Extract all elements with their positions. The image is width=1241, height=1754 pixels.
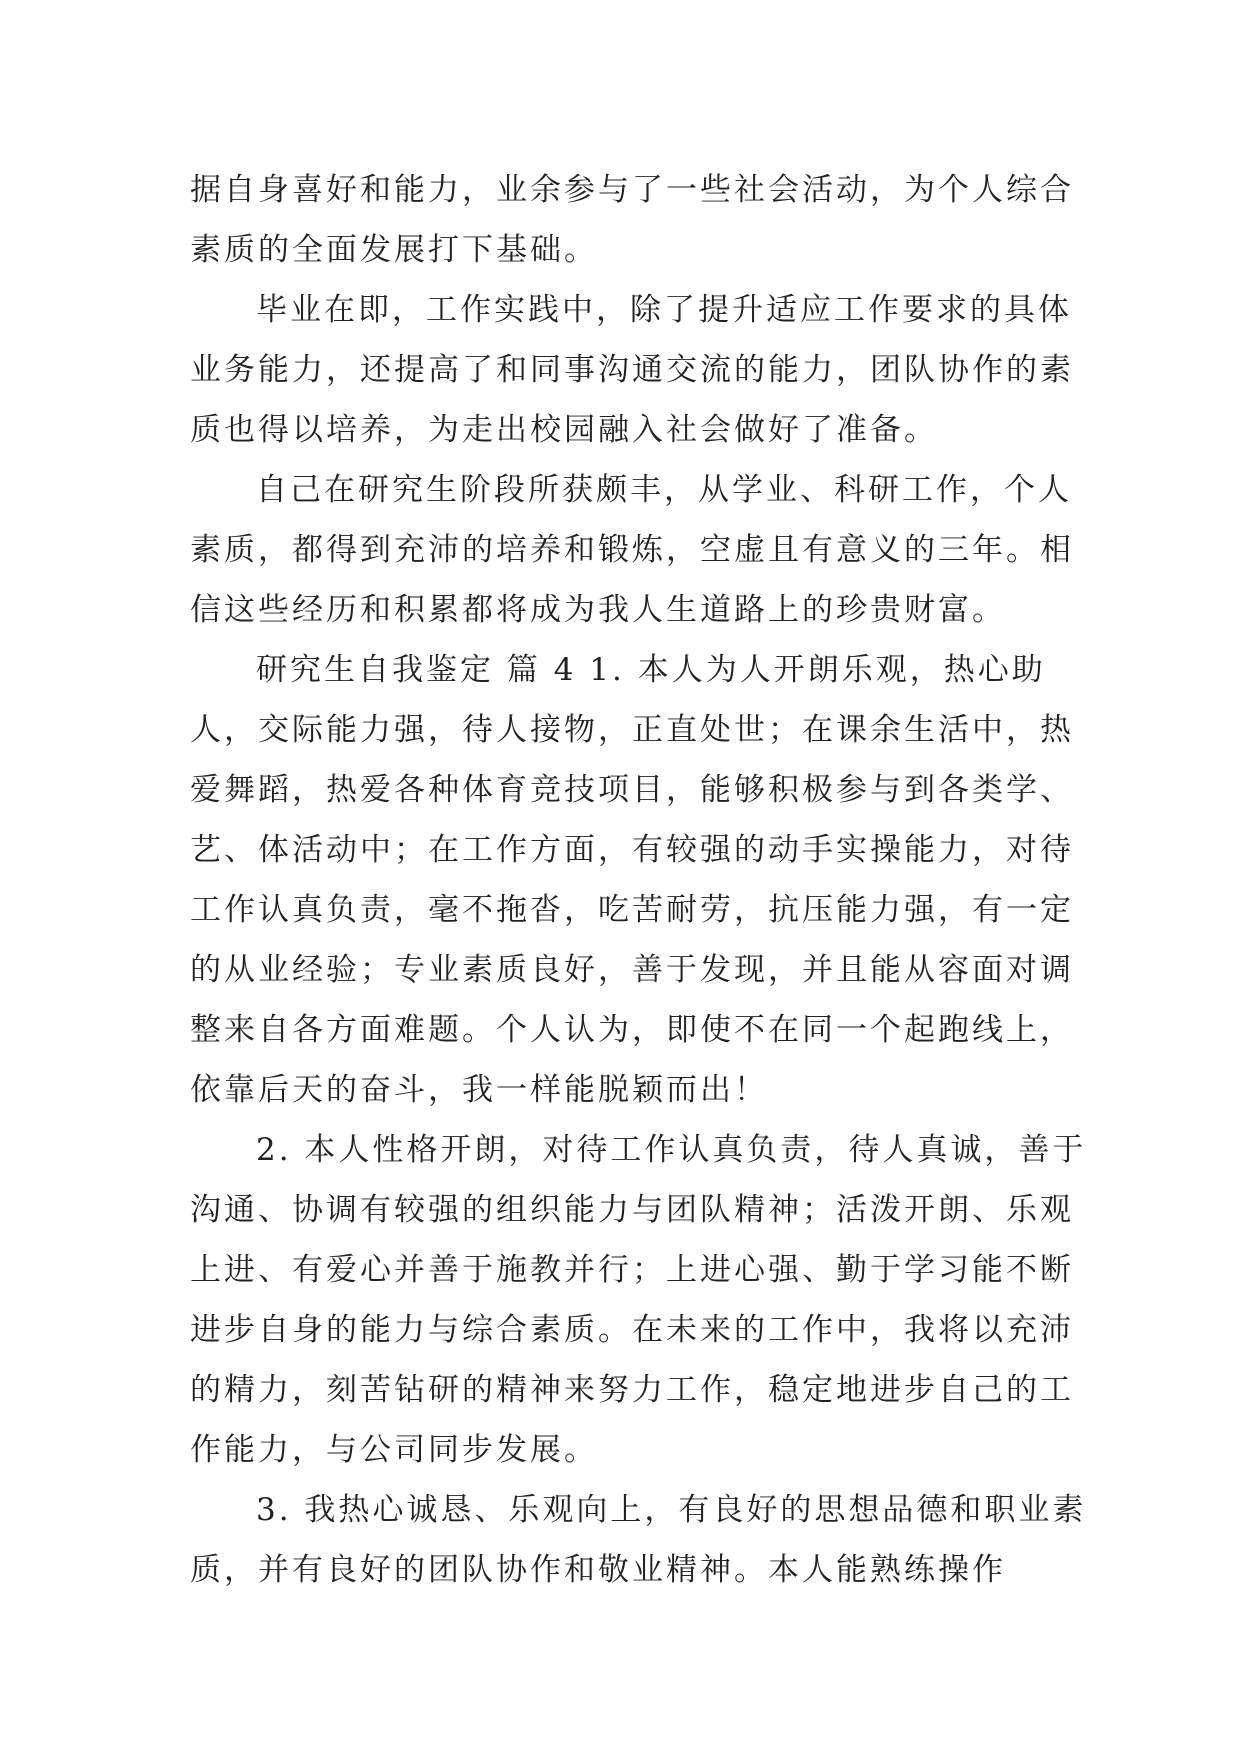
paragraph-start-line: 自己在研究生阶段所获颇丰，从学业、科研工作，个人 bbox=[256, 472, 1072, 508]
text-line: 沟通、协调有较强的组织能力与团队精神；活泼开朗、乐观 bbox=[190, 1192, 1074, 1228]
text-line: 上进、有爱心并善于施教并行；上进心强、勤于学习能不断 bbox=[190, 1252, 1074, 1288]
text-line: 信这些经历和积累都将成为我人生道路上的珍贵财富。 bbox=[190, 592, 1006, 628]
paragraph-start-line: 毕业在即，工作实践中，除了提升适应工作要求的具体 bbox=[256, 292, 1072, 328]
text-line: 质，并有良好的团队协作和敬业精神。本人能熟练操作 bbox=[190, 1552, 1006, 1588]
text-line: 据自身喜好和能力，业余参与了一些社会活动，为个人综合 bbox=[190, 172, 1074, 208]
text-line: 工作认真负责，毫不拖沓，吃苦耐劳，抗压能力强，有一定 bbox=[190, 892, 1074, 928]
text-line: 的从业经验；专业素质良好，善于发现，并且能从容面对调 bbox=[190, 952, 1074, 988]
document-body bbox=[190, 160, 1087, 1600]
text-line: 整来自各方面难题。个人认为，即使不在同一个起跑线上， bbox=[190, 1012, 1074, 1048]
section-heading-line: 研究生自我鉴定 篇 4 1. 本人为人开朗乐观，热心助 bbox=[256, 652, 1046, 688]
text-line: 的精力，刻苦钻研的精神来努力工作，稳定地进步自己的工 bbox=[190, 1372, 1074, 1408]
paragraph-start-line: 2. 本人性格开朗，对待工作认真负责，待人真诚，善于 bbox=[256, 1132, 1087, 1168]
text-line: 素质的全面发展打下基础。 bbox=[190, 232, 598, 268]
text-line: 质也得以培养，为走出校园融入社会做好了准备。 bbox=[190, 412, 938, 448]
text-line: 艺、体活动中；在工作方面，有较强的动手实操能力，对待 bbox=[190, 832, 1074, 868]
text-line: 作能力，与公司同步发展。 bbox=[190, 1432, 598, 1468]
text-line: 业务能力，还提高了和同事沟通交流的能力，团队协作的素 bbox=[190, 352, 1074, 388]
text-line: 爱舞蹈，热爱各种体育竞技项目，能够积极参与到各类学、 bbox=[190, 772, 1074, 808]
text-line: 进步自身的能力与综合素质。在未来的工作中，我将以充沛 bbox=[190, 1312, 1074, 1348]
text-line: 依靠后天的奋斗，我一样能脱颖而出！ bbox=[190, 1072, 768, 1108]
text-line: 素质，都得到充沛的培养和锻炼，空虚且有意义的三年。相 bbox=[190, 532, 1074, 568]
paragraph-start-line: 3. 我热心诚恳、乐观向上，有良好的思想品德和职业素 bbox=[256, 1492, 1087, 1528]
text-line: 人，交际能力强，待人接物，正直处世；在课余生活中，热 bbox=[190, 712, 1074, 748]
